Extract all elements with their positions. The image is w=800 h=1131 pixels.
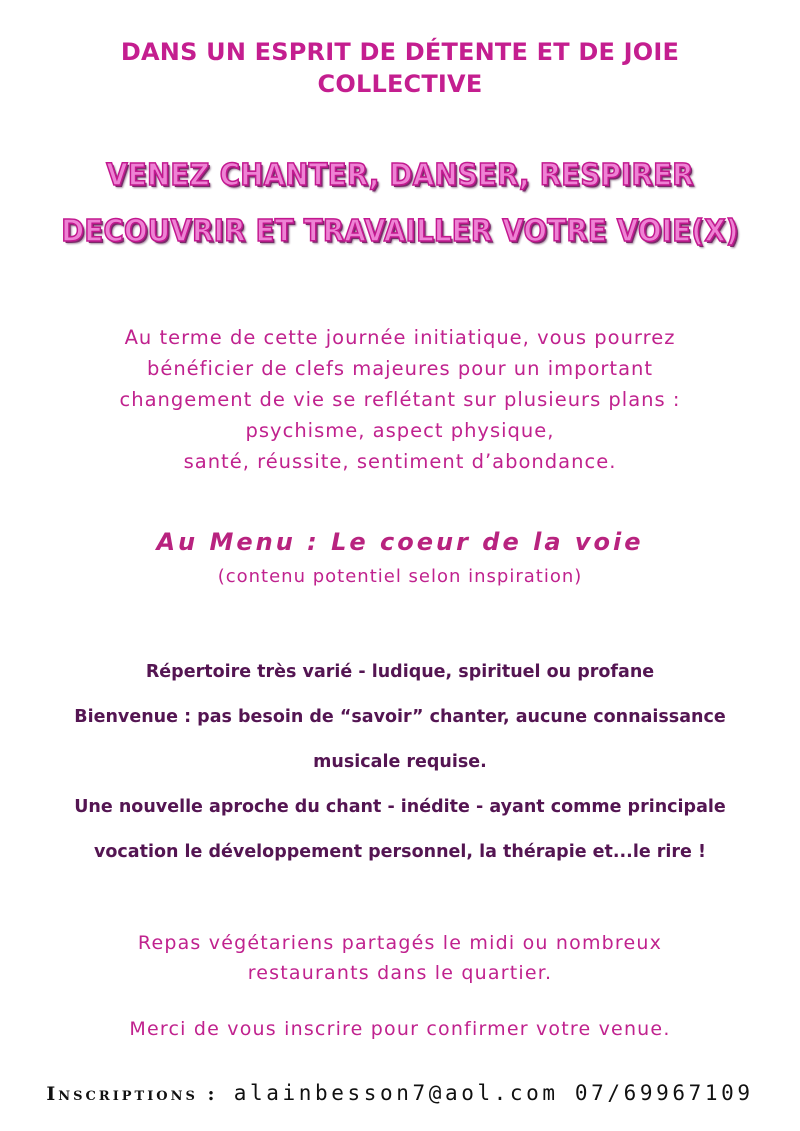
intro-line: psychisme, aspect physique, — [245, 419, 555, 442]
headline-line-2: DECOUVRIR ET TRAVAILLER VOTRE VOIE(X) — [61, 214, 739, 249]
program-line: Répertoire très varié - ludique, spirituel ou profane — [145, 662, 655, 682]
intro-line: santé, réussite, sentiment d’abondance. — [183, 450, 617, 473]
intro-line: changement de vie se reflétant sur plusieurs plans : — [119, 388, 681, 411]
intro-paragraph — [0, 322, 800, 477]
meal-line: restaurants dans le quartier. — [247, 962, 553, 984]
top-heading-line-2: COLLECTIVE — [317, 70, 483, 98]
menu-subtitle: (contenu potentiel selon inspiration) — [217, 566, 583, 587]
contact-label: Inscriptions : — [46, 1083, 218, 1105]
top-heading-line-1: DANS UN ESPRIT DE DÉTENTE ET DE JOIE — [120, 38, 680, 66]
program-line: vocation le développement personnel, la thérapie et...le rire ! — [94, 842, 706, 862]
meal-line: Repas végétariens partagés le midi ou nombreux — [137, 932, 663, 954]
meal-info — [0, 928, 800, 988]
program-points — [0, 650, 800, 875]
contact-email[interactable]: alainbesson7@aol.com — [233, 1081, 559, 1105]
intro-line: bénéficier de clefs majeures pour un important — [146, 357, 654, 380]
contact-phone[interactable]: 07/69967109 — [574, 1081, 754, 1105]
program-line: musicale requise. — [313, 752, 487, 772]
program-line: Une nouvelle aproche du chant - inédite - ayant comme principale — [74, 797, 726, 817]
intro-line: Au terme de cette journée initiatique, vous pourrez — [124, 326, 676, 349]
top-heading — [0, 36, 800, 100]
program-line: Bienvenue : pas besoin de “savoir” chanter, aucune connaissance — [74, 707, 726, 727]
contact-line — [0, 1081, 800, 1105]
confirm-note: Merci de vous inscrire pour confirmer votre venue. — [129, 1018, 671, 1040]
menu-title: Au Menu : Le coeur de la voie — [156, 528, 644, 556]
headline-line-1: VENEZ CHANTER, DANSER, RESPIRER — [106, 158, 694, 193]
